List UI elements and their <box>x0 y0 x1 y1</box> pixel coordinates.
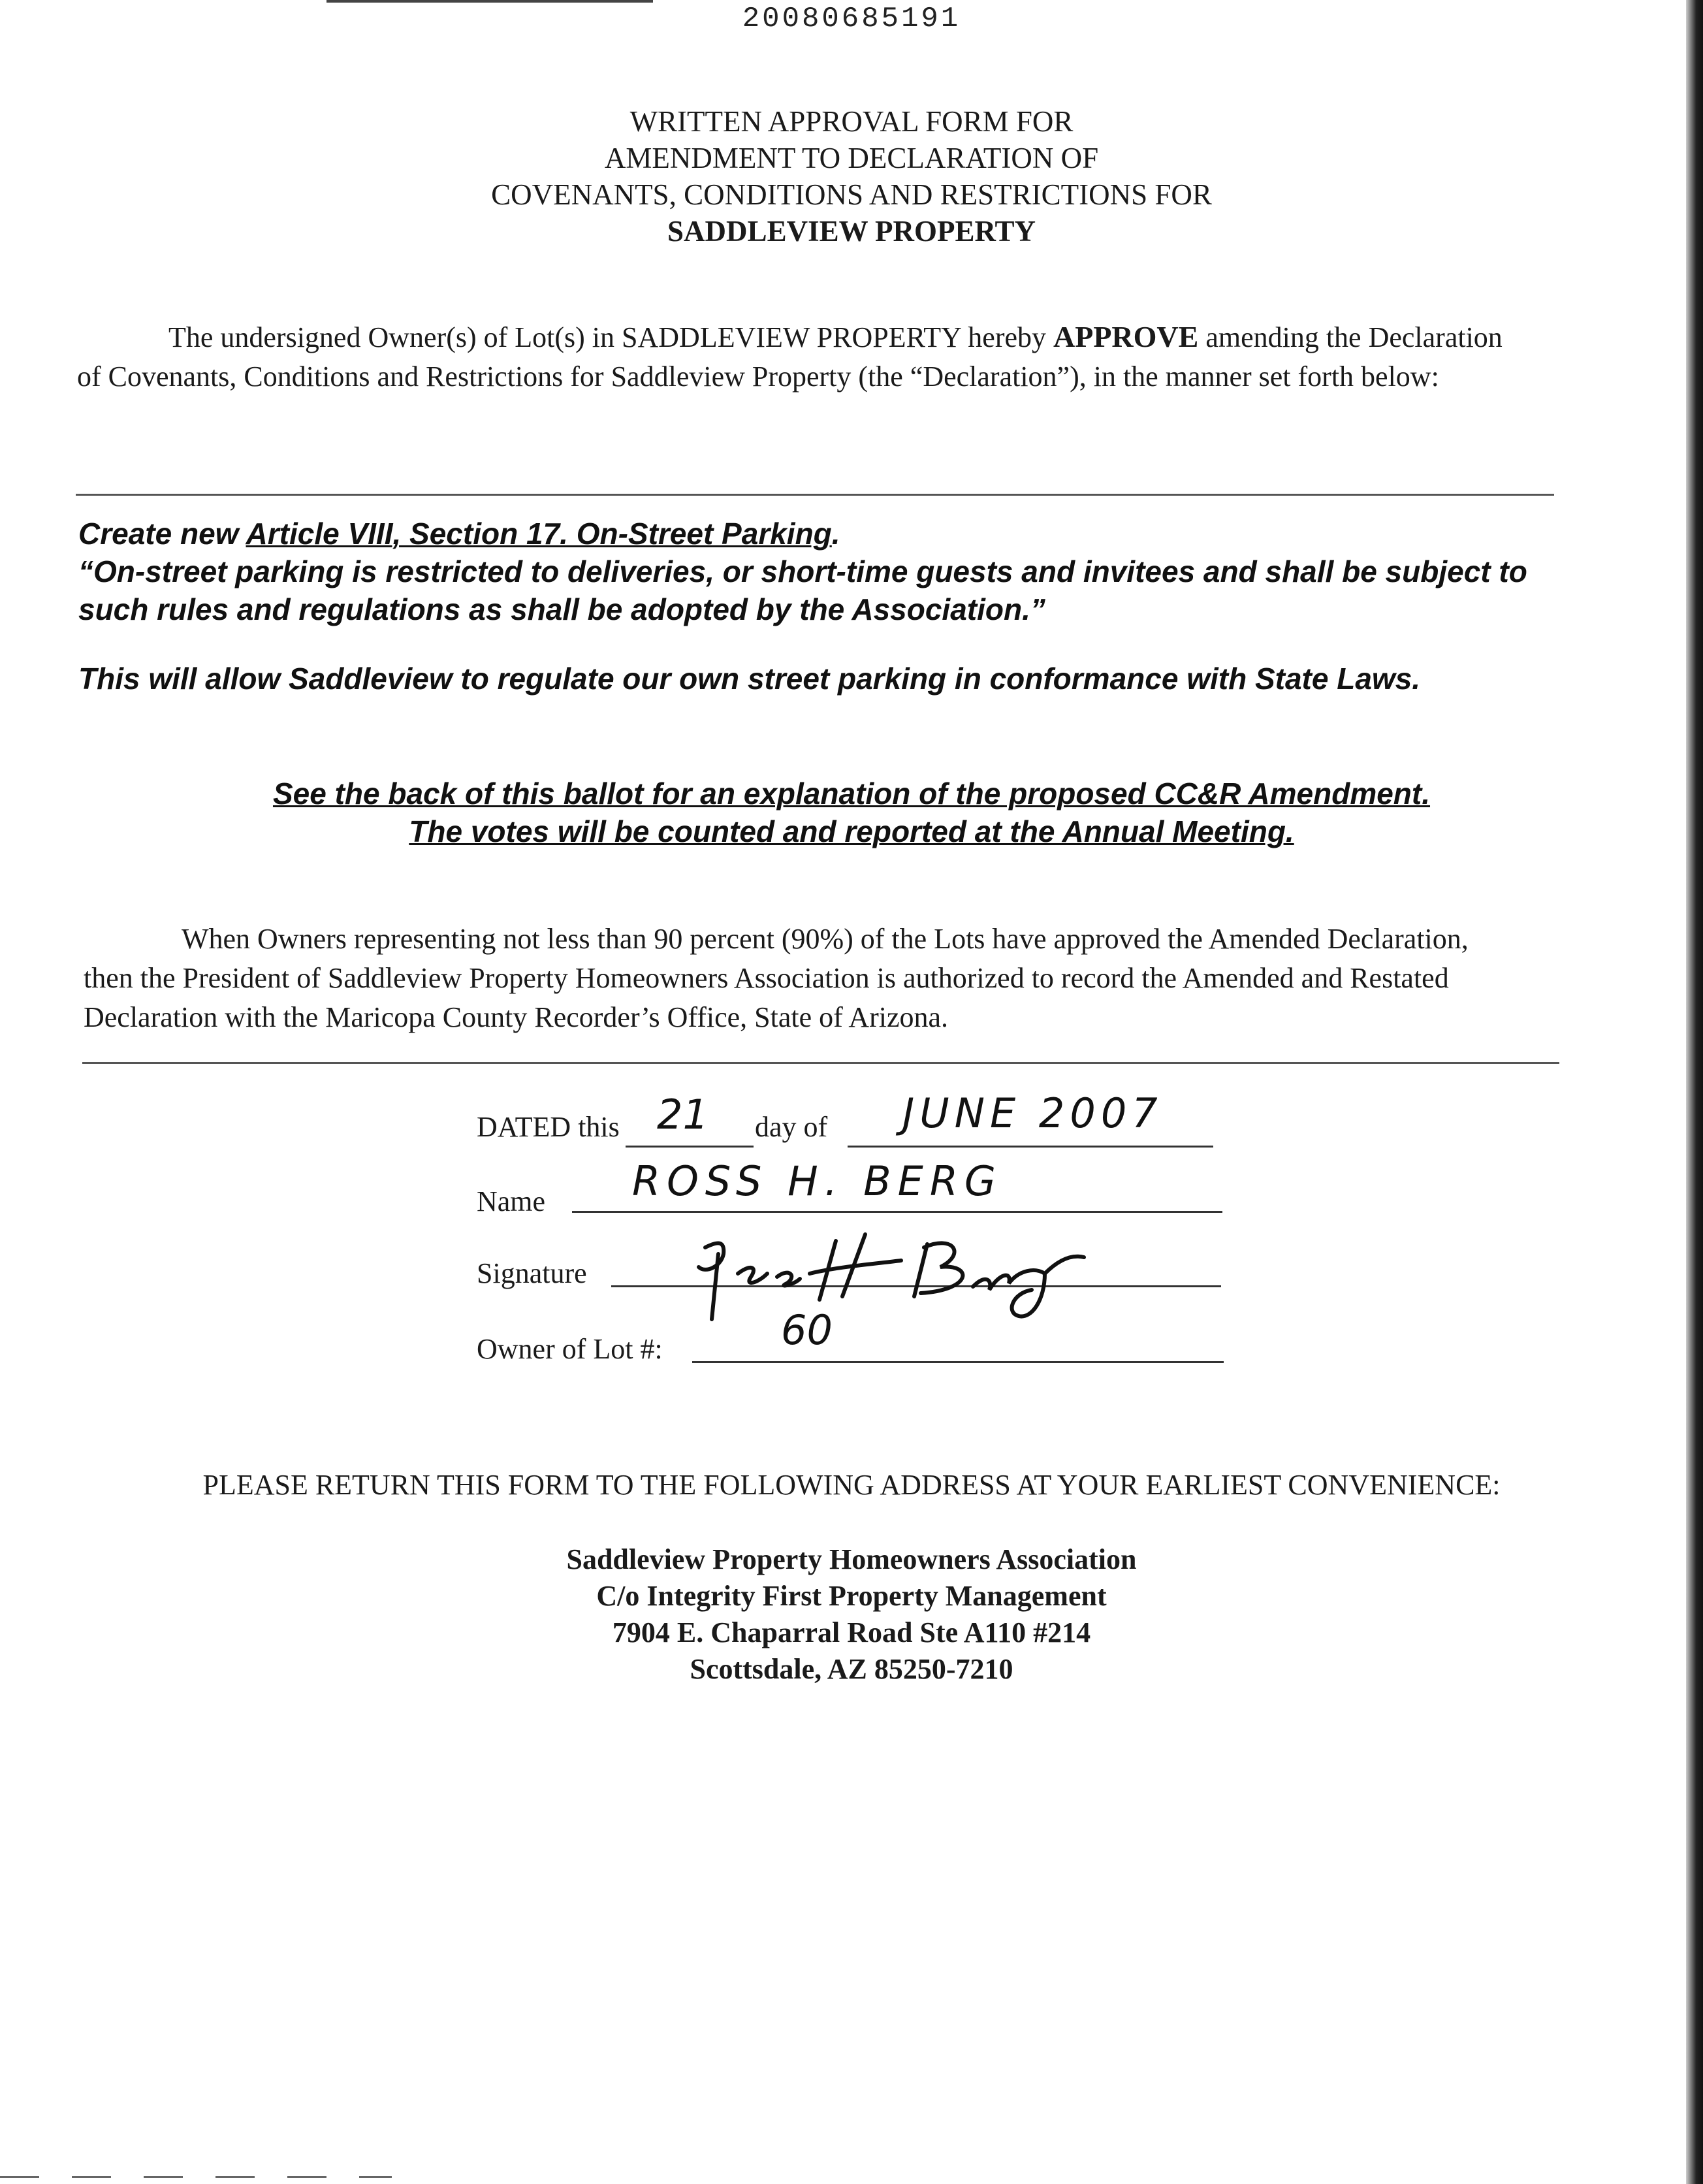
title-line-1: WRITTEN APPROVAL FORM FOR <box>629 105 1074 138</box>
divider-top <box>76 494 1554 496</box>
title-line-3: COVENANTS, CONDITIONS AND RESTRICTIONS FOR <box>491 178 1212 211</box>
return-address <box>0 1541 1703 1688</box>
day-value: 21 <box>657 1091 708 1138</box>
lot-field[interactable] <box>692 1326 1224 1363</box>
amendment-article-suffix: . <box>831 517 840 551</box>
signature-label: Signature <box>477 1257 587 1289</box>
lot-value: 60 <box>781 1306 833 1354</box>
amendment-article-ref: Article VIII, Section 17. On-Street Parking <box>246 517 832 551</box>
month-year-value: JUNE 2007 <box>902 1089 1163 1137</box>
amendment-create-line <box>78 515 1580 553</box>
amendment-quote: “On-street parking is restricted to deliveries, or short-time guests and invitees and shall be subject to such rules and regulations as shall be adopted by the Association.” <box>78 554 1527 626</box>
intro-approve-emphasis: APPROVE <box>1053 320 1199 353</box>
title-line-2: AMENDMENT TO DECLARATION OF <box>604 142 1099 174</box>
intro-text-before: The undersigned Owner(s) of Lot(s) in SADDLEVIEW PROPERTY hereby <box>168 321 1053 353</box>
dated-label: DATED this <box>477 1111 620 1143</box>
scan-artifact-bottom <box>0 2176 392 2178</box>
title-line-4-property: SADDLEVIEW PROPERTY <box>667 215 1036 248</box>
address-line-1: Saddleview Property Homeowners Association <box>566 1543 1137 1575</box>
scan-edge-right <box>1686 0 1703 2184</box>
intro-paragraph <box>77 317 1520 396</box>
name-label: Name <box>477 1185 546 1217</box>
handwritten-signature <box>679 1228 1097 1326</box>
amendment-create-prefix: Create new <box>78 517 246 551</box>
return-instruction: PLEASE RETURN THIS FORM TO THE FOLLOWING ADDRESS AT YOUR EARLIEST CONVENIENCE: <box>202 1469 1501 1501</box>
address-line-3: 7904 E. Chaparral Road Ste A110 #214 <box>612 1616 1091 1648</box>
address-line-4: Scottsdale, AZ 85250-7210 <box>690 1653 1013 1685</box>
record-paragraph: When Owners representing not less than 90 percent (90%) of the Lots have approved the Amended Declaration, then the President of Saddleview Property Homeowners Association is authorized to record the Amended and Restated Declaration with the Maricopa County Recorder’s Office, State of Arizona. <box>84 923 1469 1033</box>
divider-bottom <box>82 1062 1559 1064</box>
ballot-note-votes: The votes will be counted and reported at the Annual Meeting. <box>409 814 1294 848</box>
form-title <box>0 103 1703 249</box>
intro-text-after: amending the Declaration of Covenants, Conditions and Restrictions for Saddleview Property (the “Declaration”), in the manner set forth below: <box>77 321 1503 393</box>
address-line-2: C/o Integrity First Property Management <box>596 1580 1107 1612</box>
day-of-label: day of <box>755 1111 828 1143</box>
ballot-note-back: See the back of this ballot for an explanation of the proposed CC&R Amendment. <box>272 777 1431 811</box>
amendment-effect: This will allow Saddleview to regulate our own street parking in conformance with State Laws. <box>78 662 1421 696</box>
recording-number: 20080685191 <box>742 3 961 35</box>
lot-label: Owner of Lot #: <box>477 1333 663 1365</box>
name-value: ROSS H. BERG <box>632 1157 1002 1205</box>
